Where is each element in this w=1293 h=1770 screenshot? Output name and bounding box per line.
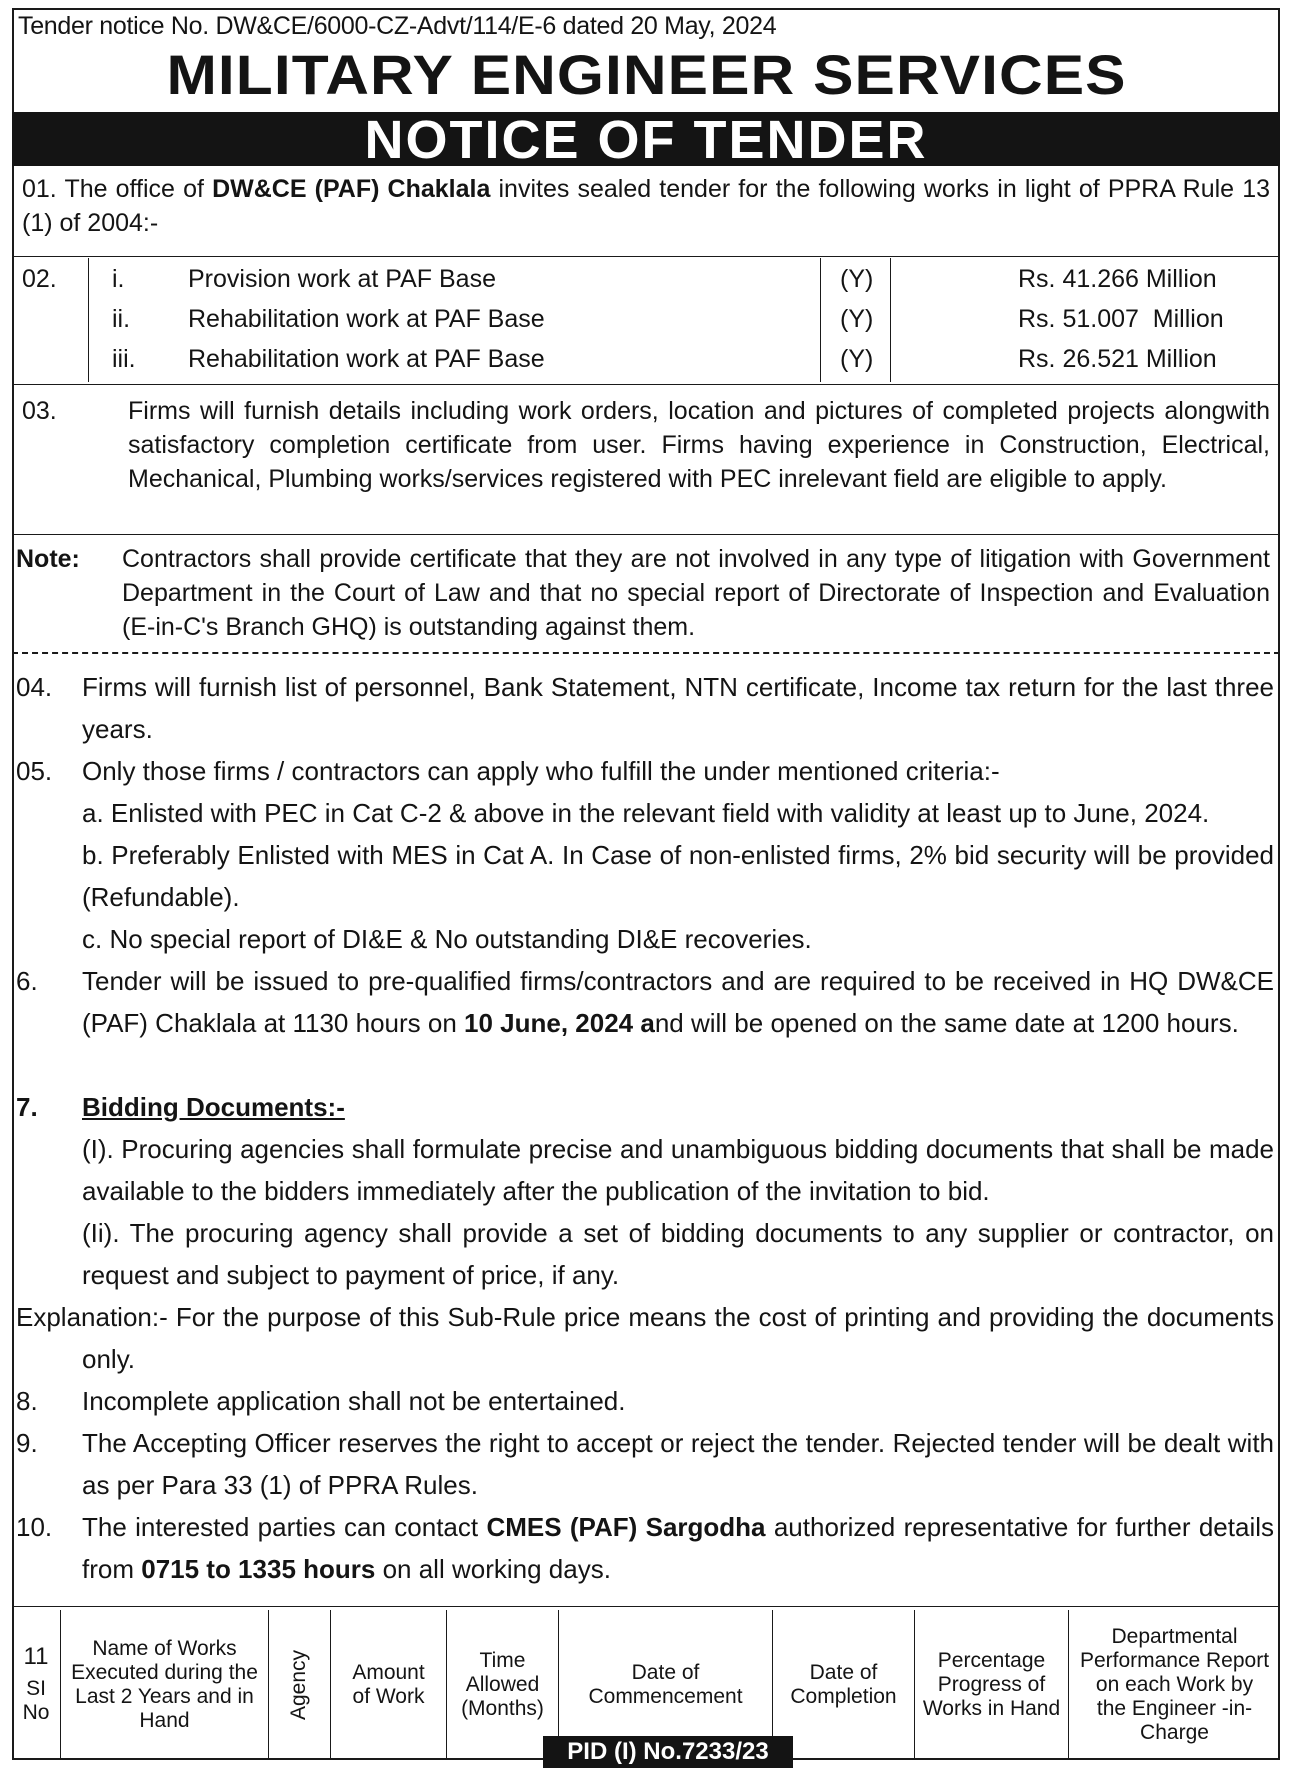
col-sl-number: 11 [23,1643,49,1670]
col-name-of-works [60,1610,268,1760]
col-percentage-progress [914,1610,1068,1760]
col-performance-label: Departmental Performance Report on each Work by the Engineer -in-Charge [1079,1625,1270,1744]
works-col-divider [820,258,821,382]
col-time-allowed [446,1610,558,1760]
work-cost: Rs. 51.007 Million [1018,305,1224,333]
works-col-divider [890,258,891,382]
para-02-number: 02. [22,265,57,293]
work-code: (Y) [840,305,874,333]
para-06-text-start: Tender will be issued to pre-qualified firms/contractors and are required to be received in HQ DW&CE (PAF) Chaklala at 1130 hours on [82,966,1274,1038]
para-06-text-end: nd will be opened on the same date at 1200 hours. [654,1008,1239,1038]
para-08-text: Incomplete application shall not be entertained. [82,1386,626,1416]
explanation-text [16,1296,1274,1380]
work-name: Provision work at PAF Base [188,265,496,293]
para-10-text-mid: authorized representative for further details from [82,1512,1274,1584]
divider [12,256,1280,257]
para-01 [22,172,1270,240]
note-label: Note: [16,545,80,573]
works-col-divider [88,258,89,382]
submission-date: 10 June, 2024 a [464,1008,655,1038]
para-04-text: Firms will furnish list of personnel, Bank Statement, NTN certificate, Income tax return for the last three years. [82,672,1274,744]
col-amount-label: Amount of Work [352,1661,425,1708]
para-10-number: 10. [16,1512,53,1542]
col-progress-label: Percentage Progress of Works in Hand [922,1649,1061,1720]
para-01-number: 01. [22,175,57,203]
para-07-number: 7. [16,1092,38,1122]
para-05-number: 05. [16,756,53,786]
pid-number: PID (I) No.7233/23 [543,1736,793,1768]
para-05-text: Only those firms / contractors can apply who fulfill the under mentioned criteria:- [82,756,1000,786]
notice-banner: NOTICE OF TENDER [12,112,1280,166]
col-sl-no [12,1610,60,1760]
office-name: DW&CE (PAF) Chaklala [212,175,491,203]
para-04-number: 04. [16,672,53,702]
criteria-a: a. Enlisted with PEC in Cat C-2 & above in the relevant field with validity at least up to June, 2024. [82,798,1210,828]
divider [12,384,1280,385]
contact-hours: 0715 to 1335 hours [141,1554,376,1584]
tender-reference: Tender notice No. DW&CE/6000-CZ-Advt/114/E-6 dated 20 May, 2024 [18,12,777,40]
bidding-clause-i: (I). Procuring agencies shall formulate precise and unambiguous bidding documents that shall be made available to the bidders immediately after the publication of the invitation to bid. [82,1134,1274,1206]
bidding-documents-heading: Bidding Documents:- [82,1092,345,1122]
work-cost: Rs. 26.521 Million [1018,345,1217,373]
explanation-body: Explanation:- For the purpose of this Sub-Rule price means the cost of printing and providing the documents only. [16,1302,1274,1374]
para-06-number: 6. [16,966,38,996]
col-time-label: Time Allowed (Months) [461,1649,544,1720]
para-10-text [82,1506,1274,1590]
col-agency-label: Agency [287,1649,311,1721]
work-serial: i. [112,265,125,293]
work-code: (Y) [840,265,874,293]
para-10-text-start: The interested parties can contact [82,1512,487,1542]
para-09-text: The Accepting Officer reserves the right to accept or reject the tender. Rejected tender will be dealt with as per Para 33 (1) of PPRA Rules. [82,1428,1274,1500]
work-name: Rehabilitation work at PAF Base [188,305,545,333]
dashed-divider [12,652,1280,654]
para-03-number: 03. [22,397,57,425]
para-09-number: 9. [16,1428,38,1458]
divider [12,534,1280,535]
work-code: (Y) [840,345,874,373]
col-completion-label: Date of Completion [790,1661,897,1708]
col-commencement-label: Date of Commencement [588,1661,743,1708]
organization-title: MILITARY ENGINEER SERVICES [166,43,1127,106]
para-01-text-end: invites sealed tender for the following works in light of PPRA Rule 13 (1) of 2004:- [22,175,1270,237]
col-performance-report [1068,1610,1280,1760]
work-cost: Rs. 41.266 Million [1018,265,1217,293]
criteria-c: c. No special report of DI&E & No outstanding DI&E recoveries. [82,924,812,954]
contact-office: CMES (PAF) Sargodha [486,1512,766,1542]
col-amount-of-work [330,1610,446,1760]
work-serial: iii. [112,345,136,373]
work-name: Rehabilitation work at PAF Base [188,345,545,373]
col-sl-label: SI No [22,1677,50,1724]
para-06-text [82,960,1274,1044]
note-text: Contractors shall provide certificate that they are not involved in any type of litigation with Government Department in the Court of Law and that no special report of Directorate of Inspection and Evaluation (E-in-C's Branch GHQ) is outstanding against them. [122,545,1270,641]
bidding-clause-ii: (Ii). The procuring agency shall provide a set of bidding documents to any supplier or contractor, on request and subject to payment of price, if any. [82,1218,1274,1290]
col-agency [268,1610,330,1760]
para-01-text: The office of [64,175,213,203]
col-name-of-works-label: Name of Works Executed during the Last 2 Years and in Hand [71,1637,258,1732]
work-serial: ii. [112,305,131,333]
para-10-text-end: on all working days. [375,1554,611,1584]
para-08-number: 8. [16,1386,38,1416]
divider [12,1606,1280,1607]
col-date-of-completion [772,1610,914,1760]
para-03-text: Firms will furnish details including work orders, location and pictures of completed projects alongwith satisfactory completion certificate from user. Firms having experience in Construction, Electrical, Mechanical, Plumbing works/services registered with PEC inrelevant field are eligible to apply. [128,397,1270,493]
criteria-b: b. Preferably Enlisted with MES in Cat A. In Case of non-enlisted firms, 2% bid security will be provided (Refundable). [82,840,1274,912]
